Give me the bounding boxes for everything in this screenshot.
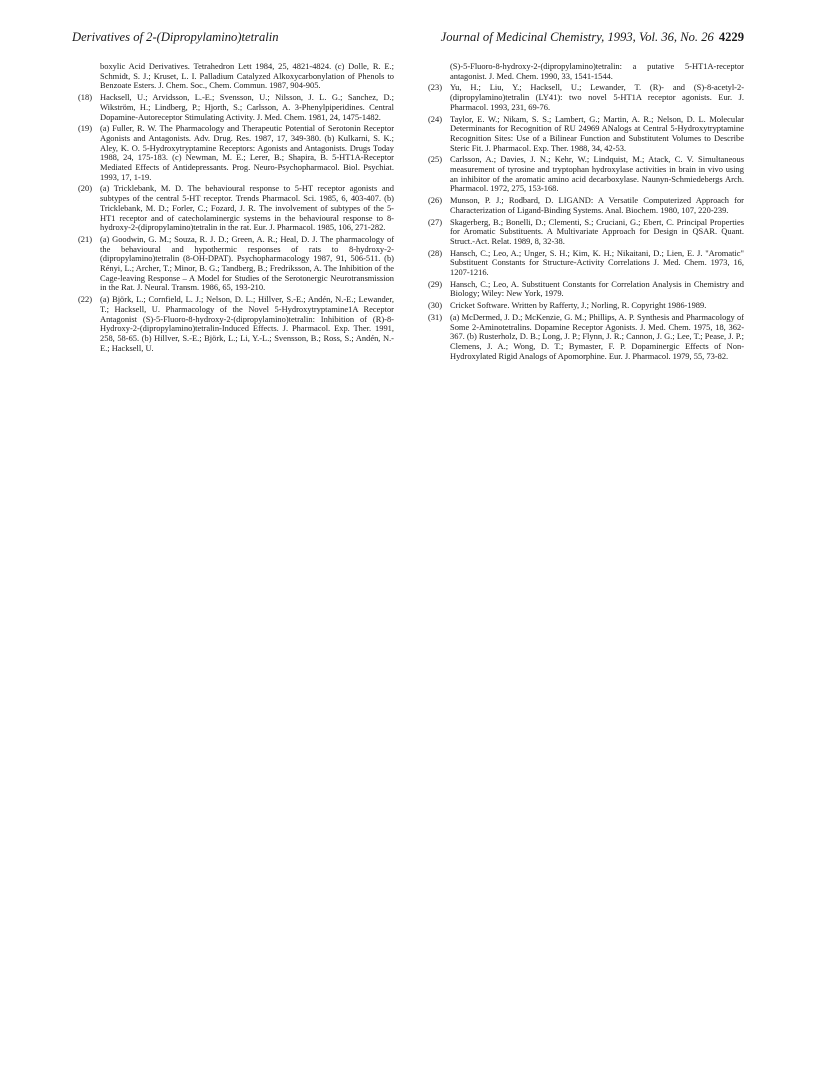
reference-item (422, 313, 744, 362)
running-title: Derivatives of 2-(Dipropylamino)tetralin (72, 30, 279, 44)
reference-number: (23) (428, 82, 443, 93)
reference-number: (31) (428, 311, 443, 322)
reference-text: Hacksell, U.; Arvidsson, L.-E.; Svensson, U.; Nilsson, J. L. G.; Sanchez, D.; Wikström, H.; Lindberg, P.; Hjorth, S.; Carlsson, A. 3-Phenylpiperidines. Central Dopamine-Autoreceptor Stimulating Activity. J. Med. Chem. 1981, 24, 1475-1482. (100, 92, 394, 122)
reference-item (422, 62, 744, 81)
references-right-column (422, 62, 744, 363)
reference-text: Cricket Software. Written by Rafferty, J.; Norling, R. Copyright 1986-1989. (450, 300, 707, 311)
reference-number: (30) (428, 300, 443, 311)
reference-item (422, 115, 744, 154)
reference-number: (20) (78, 183, 93, 194)
reference-text: Munson, P. J.; Rodbard, D. LIGAND: A Versatile Computerized Approach for Characterization of Ligand-Binding Systems. Anal. Biochem. 1980, 107, 220-239. (450, 195, 744, 215)
reference-text: Taylor, E. W.; Nikam, S. S.; Lambert, G.; Martin, A. R.; Nelson, D. L. Molecular Determinants for Recognition of RU 24969 ANalogs at Central 5-Hydroxytryptamine Recognition Sites: Use of a Bilinear Function and Substitutent Volumes to Describe Steric Fit. J. Pharmacol. Exp. Ther. 1988, 34, 42-53. (450, 113, 744, 153)
reference-text: Hansch, C.; Leo, A. Substituent Constants for Correlation Analysis in Chemistry and Biology; Wiley: New York, 1979. (450, 278, 744, 299)
reference-text: Yu, H.; Liu, Y.; Hacksell, U.; Lewander, T. (R)- and (S)-8-acetyl-2-(dipropylamino)tetralin (LY41): two novel 5-HT1A receptor agonists. Eur. J. Pharmacol. 1993, 231, 69-76. (450, 82, 744, 112)
references-left-column (72, 62, 394, 355)
reference-text: (a) McDermed, J. D.; McKenzie, G. M.; Phillips, A. P. Synthesis and Pharmacology of Some 2-Aminotetralins. Dopamine Receptor Agonists. J. Med. Chem. 1975, 18, 362-367. (b) Rusterholz, D. B.; Long, J. P.; Flynn, J. R.; Cannon, J. G.; Lee, T.; Pease, J. P.; Clemens, J. A.; Wong, D. T.; Bymaster, F. P. Dopaminergic Effects of Non-Hydroxylated Rigid Analogs of Apomorphine. Eur. J. Pharmacol. 1979, 55, 73-82. (450, 311, 744, 361)
reference-item (72, 295, 394, 353)
reference-text: Skagerberg, B.; Bonelli, D.; Clementi, S.; Cruciani, G.; Ebert, C. Principal Properties for Aromatic Substituents. A Multivariate Approach for Design in QSAR. Quant. Struct.-Act. Relat. 1989, 8, 32-38. (450, 216, 744, 246)
reference-item (422, 83, 744, 112)
reference-number: (18) (78, 92, 93, 103)
reference-text: (a) Tricklebank, M. D. The behavioural response to 5-HT receptor agonists and subtypes of the central 5-HT receptor. Trends Pharmacol. Sci. 1985, 6, 403-407. (b) Tricklebank, M. D.; Forler, C.; Fozard, J. R. The involvement of subtypes of the 5-HT1 receptor and of catecholaminergic systems in the behavioural response to 8-hydroxy-2-(dipropylamino)tetralin in the rat. Eur. J. Pharmacol. 1985, 106, 271-282. (100, 183, 394, 233)
page-number: 4229 (718, 30, 744, 44)
reference-number: (29) (428, 278, 443, 289)
journal-name: Journal of Medicinal Chemistry, 1993, Vol. 36, No. 26 (440, 30, 714, 44)
journal-citation-line (441, 30, 744, 45)
reference-item (72, 124, 394, 182)
reference-item (422, 155, 744, 194)
reference-text: Hansch, C.; Leo, A.; Unger, S. H.; Kim, K. H.; Nikaitani, D.; Lien, E. J. "Aromatic" Substituent Constants for Structure-Activity Correlations J. Med. Chem. 1973, 16, 1207-1216. (450, 247, 744, 278)
reference-item (422, 196, 744, 215)
reference-item (422, 301, 744, 311)
reference-number: (26) (428, 195, 443, 206)
reference-item (72, 93, 394, 122)
reference-number: (21) (78, 233, 93, 244)
reference-text: boxylic Acid Derivatives. Tetrahedron Lett 1984, 25, 4821-4824. (c) Dolle, R. E.; Schmidt, S. J.; Kruset, L. I. Palladium Catalyzed Alkoxycarbonylation of Phenols to Benzoate Esters. J. Chem. Soc., Chem. Commun. 1987, 904-905. (100, 61, 394, 91)
reference-number: (19) (78, 123, 93, 134)
reference-item (422, 280, 744, 299)
reference-text: (S)-5-Fluoro-8-hydroxy-2-(dipropylamino)tetralin: a putative 5-HT1A-receptor antagonist. J. Med. Chem. 1990, 33, 1541-1544. (450, 61, 744, 81)
reference-item (422, 218, 744, 247)
reference-number: (28) (428, 247, 443, 258)
reference-item (422, 249, 744, 278)
reference-number: (24) (428, 113, 443, 124)
reference-text: Carlsson, A.; Davies, J. N.; Kehr, W.; Lindquist, M.; Atack, C. V. Simultaneous measurement of tyrosine and tryptophan hydroxylase activities in brain in vivo using an inhibitor of the aromatic amino acid decarboxylase. Naunyn-Schmiedebergs Arch. Pharmacol. 1972, 275, 153-168. (450, 154, 744, 194)
reference-item (72, 235, 394, 293)
reference-item (72, 62, 394, 91)
reference-item (72, 184, 394, 233)
reference-text: (a) Goodwin, G. M.; Souza, R. J. D.; Green, A. R.; Heal, D. J. The pharmacology of the behavioural and hypothermic responses of rats to 8-hydroxy-2-(dipropylamino)tetralin (8-OH-DPAT). Psychopharmacology 1987, 91, 506-511. (b) Rényi, L.; Archer, T.; Minor, B. G.; Tandberg, B.; Fredriksson, A. The Inhibition of the Cage-leaving Response – A Model for Studies of the Serotonergic Neurotransmission in the Rat. J. Neural. Transm. 1986, 65, 193-210. (100, 233, 394, 293)
reference-text: (a) Fuller, R. W. The Pharmacology and Therapeutic Potential of Serotonin Receptor Agonists and Antagonists. Adv. Drug. Res. 1987, 17, 349-380. (b) Kulkarni, S. K.; Aley, K. O. 5-Hydroxytryptamine Receptors: Agonists and Antagonists. Drugs Today 1988, 24, 175-183. (c) Newman, M. E.; Lerer, B.; Shapira, B. 5-HT1A-Receptor Mediated Effects of Antidepressants. Prog. Neuro-Psychopharmacol. Biol. Psychiat. 1993, 17, 1-19. (100, 123, 394, 182)
reference-number: (27) (428, 216, 443, 227)
reference-number: (22) (78, 294, 93, 305)
running-header (72, 30, 744, 50)
reference-text: (a) Björk, L.; Cornfield, L. J.; Nelson, D. L.; Hillver, S.-E.; Andén, N.-E.; Lewander, T.; Hacksell, U. Pharmacology of the Novel 5-Hydroxytryptamine1A Receptor Antagonist (S)-5-Fluoro-8-hydroxy-2-(dipropylamino)tetralin: Inhibition of (R)-8-Hydroxy-2-(dipropylamino)tetralin-Induced Effects. J. Pharmacol. Exp. Ther. 1991, 258, 58-65. (b) Hillver, S.-E.; Björk, L.; Li, Y.-L.; Svensson, B.; Ross, S.; Andén, N.-E.; Hacksell, U. (100, 294, 394, 353)
reference-number: (25) (428, 154, 443, 165)
